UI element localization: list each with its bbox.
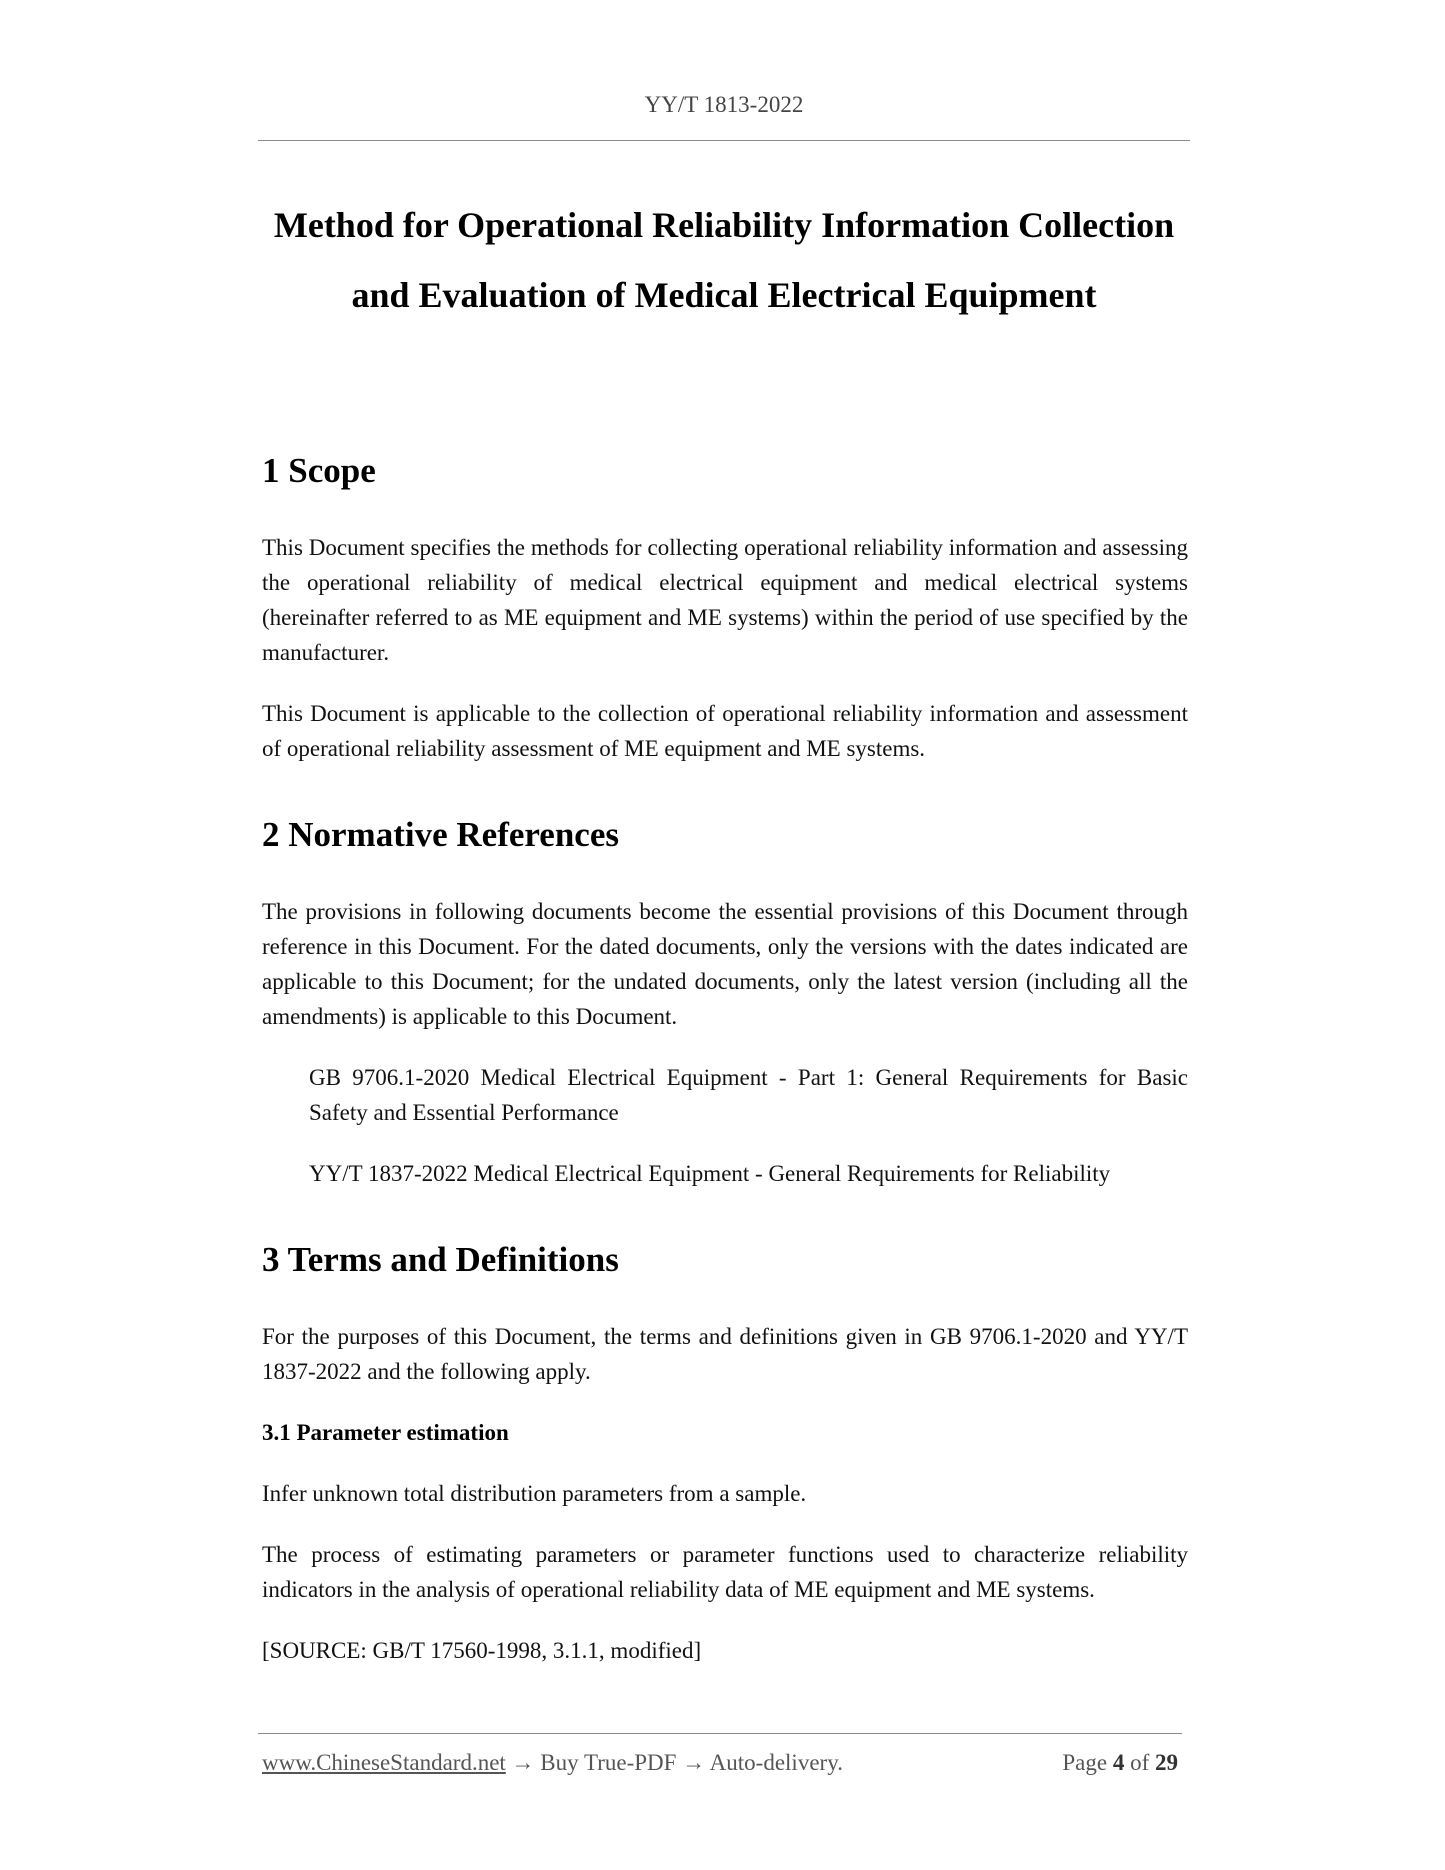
arrow-right-icon: → — [511, 1750, 535, 1775]
total-pages: 29 — [1155, 1750, 1178, 1775]
arrow-right-icon: → — [682, 1750, 706, 1775]
section-normative-references — [262, 814, 1188, 1191]
title-line-2: and Evaluation of Medical Electrical Equipment — [351, 275, 1097, 315]
page-number — [1062, 1750, 1178, 1776]
section-heading-normative: 2 Normative References — [262, 815, 619, 854]
term-source: [SOURCE: GB/T 17560-1998, 3.1.1, modified] — [262, 1638, 702, 1663]
website-link[interactable]: www.ChineseStandard.net — [262, 1750, 506, 1775]
term-definition: Infer unknown total distribution parameters from a sample. — [262, 1481, 807, 1506]
document-title — [258, 190, 1190, 330]
section-scope — [262, 450, 1188, 766]
section-heading-scope: 1 Scope — [262, 451, 376, 490]
of-label: of — [1130, 1750, 1150, 1775]
terms-paragraph: For the purposes of this Document, the terms and definitions given in GB 9706.1-2020 and YY/T 1837-2022 and the following apply. — [262, 1324, 1188, 1384]
scope-paragraph-1: This Document specifies the methods for collecting operational reliability information and assessing the operational reliability of medical electrical equipment and medical electrical systems (hereinafter referred to as ME equipment and ME systems) within the period of use specified by the manufacturer. — [262, 535, 1188, 665]
title-line-1: Method for Operational Reliability Information Collection — [273, 205, 1175, 245]
normative-paragraph: The provisions in following documents become the essential provisions of this Document through reference in this Document. For the dated documents, only the versions with the dates indicated are applicable to this Document; for the undated documents, only the latest version (including all the amendments) is applicable to this Document. — [262, 899, 1188, 1029]
document-body — [262, 450, 1188, 1694]
page-label: Page — [1062, 1750, 1108, 1775]
subsection-heading-parameter-estimation: 3.1 Parameter estimation — [262, 1420, 509, 1445]
scope-paragraph-2: This Document is applicable to the collection of operational reliability information and assessment of operational reliability assessment of ME equipment and ME systems. — [262, 701, 1188, 761]
reference-item: GB 9706.1-2020 Medical Electrical Equipment - Part 1: General Requirements for Basic Safety and Essential Performance — [309, 1065, 1188, 1125]
reference-item: YY/T 1837-2022 Medical Electrical Equipment - General Requirements for Reliability — [309, 1161, 1111, 1186]
page-footer — [262, 1750, 1182, 1776]
footer-divider — [258, 1733, 1182, 1734]
header-divider — [258, 140, 1190, 141]
auto-delivery-text: Auto-delivery. — [709, 1750, 843, 1775]
section-heading-terms: 3 Terms and Definitions — [262, 1240, 619, 1279]
current-page: 4 — [1112, 1750, 1125, 1775]
buy-text: Buy True-PDF — [540, 1750, 677, 1775]
section-terms-definitions — [262, 1239, 1188, 1668]
document-code-header: YY/T 1813-2022 — [644, 92, 804, 117]
term-note: The process of estimating parameters or parameter functions used to characterize reliability indicators in the analysis of operational reliability data of ME equipment and ME systems. — [262, 1542, 1188, 1602]
